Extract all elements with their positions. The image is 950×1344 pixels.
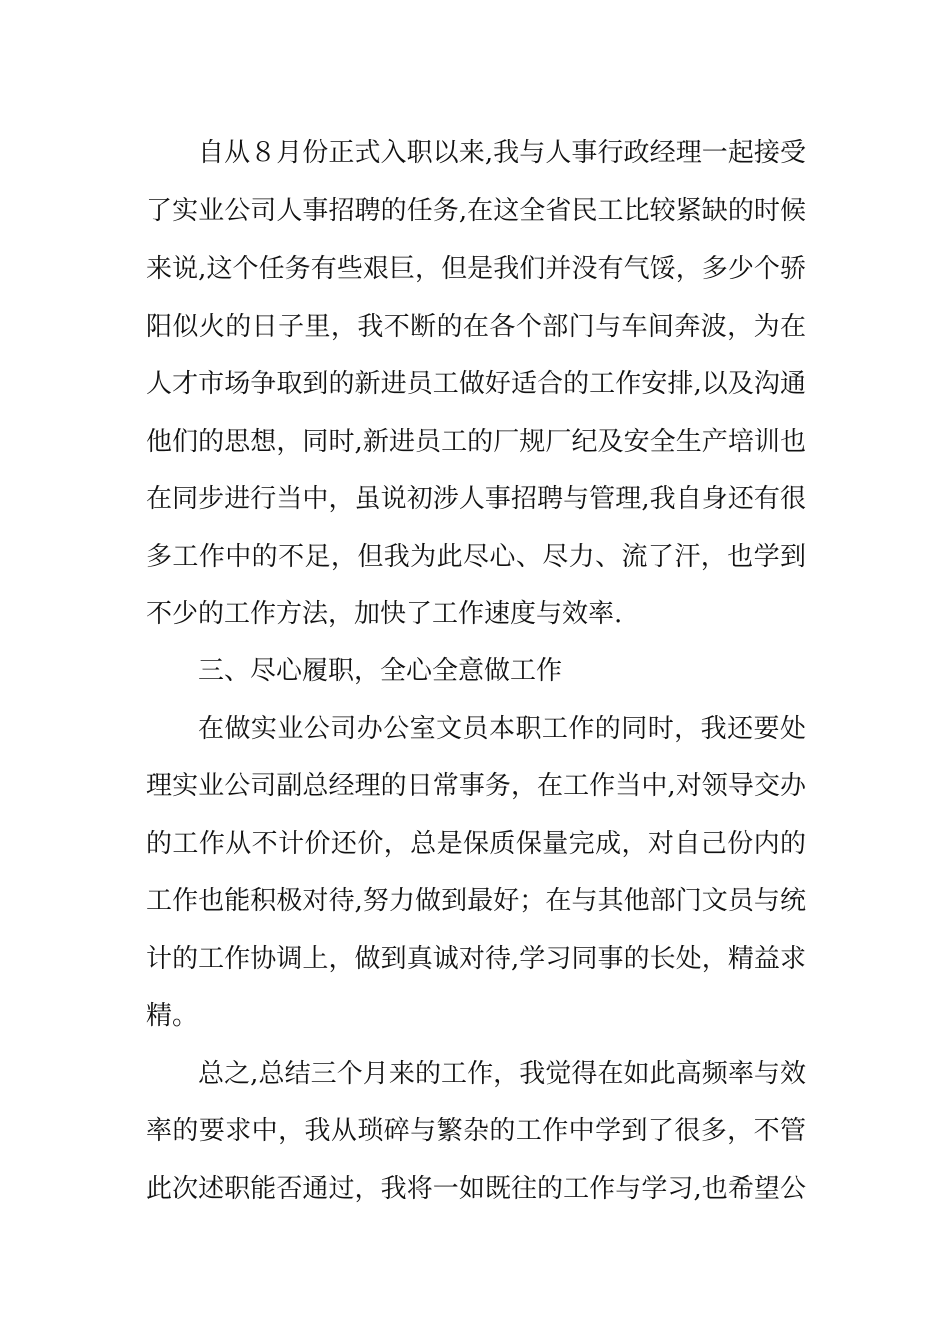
section-heading: 三、尽心履职，全心全意做工作: [198, 656, 563, 686]
paragraph-3-line-3: 此次述职能否通过，我将一如既往的工作与学习,也希望公: [146, 1174, 806, 1204]
paragraph-1-line-1: 自从８月份正式入职以来,我与人事行政经理一起接受: [198, 138, 806, 168]
paragraph-2-line-1: 在做实业公司办公室文员本职工作的同时，我还要处: [198, 714, 806, 744]
paragraph-1-line-6: 他们的思想，同时,新进员工的厂规厂纪及安全生产培训也: [146, 427, 806, 457]
paragraph-3-line-1: 总之,总结三个月来的工作，我觉得在如此高频率与效: [198, 1059, 806, 1089]
paragraph-2-line-5: 计的工作协调上，做到真诚对待,学习同事的长处，精益求: [146, 944, 806, 974]
paragraph-1-line-7: 在同步进行当中，虽说初涉人事招聘与管理,我自身还有很: [146, 484, 806, 514]
paragraph-1-line-9: 不少的工作方法，加快了工作速度与效率.: [146, 599, 623, 629]
paragraph-1-line-8: 多工作中的不足，但我为此尽心、尽力、流了汗，也学到: [146, 542, 806, 572]
paragraph-2-line-2: 理实业公司副总经理的日常事务，在工作当中,对领导交办: [146, 771, 806, 801]
paragraph-2-line-3: 的工作从不计价还价，总是保质保量完成，对自己份内的: [146, 829, 806, 859]
paragraph-1-line-4: 阳似火的日子里，我不断的在各个部门与车间奔波，为在: [146, 312, 806, 342]
paragraph-3-line-2: 率的要求中，我从琐碎与繁杂的工作中学到了很多，不管: [146, 1116, 806, 1146]
paragraph-2-line-6: 精。: [146, 1001, 199, 1031]
paragraph-1-line-2: 了实业公司人事招聘的任务,在这全省民工比较紧缺的时候: [146, 196, 806, 226]
paragraph-1-line-5: 人才市场争取到的新进员工做好适合的工作安排,以及沟通: [146, 369, 806, 399]
paragraph-1-line-3: 来说,这个任务有些艰巨，但是我们并没有气馁，多少个骄: [146, 254, 806, 284]
paragraph-2-line-4: 工作也能积极对待,努力做到最好；在与其他部门文员与统: [146, 886, 806, 916]
